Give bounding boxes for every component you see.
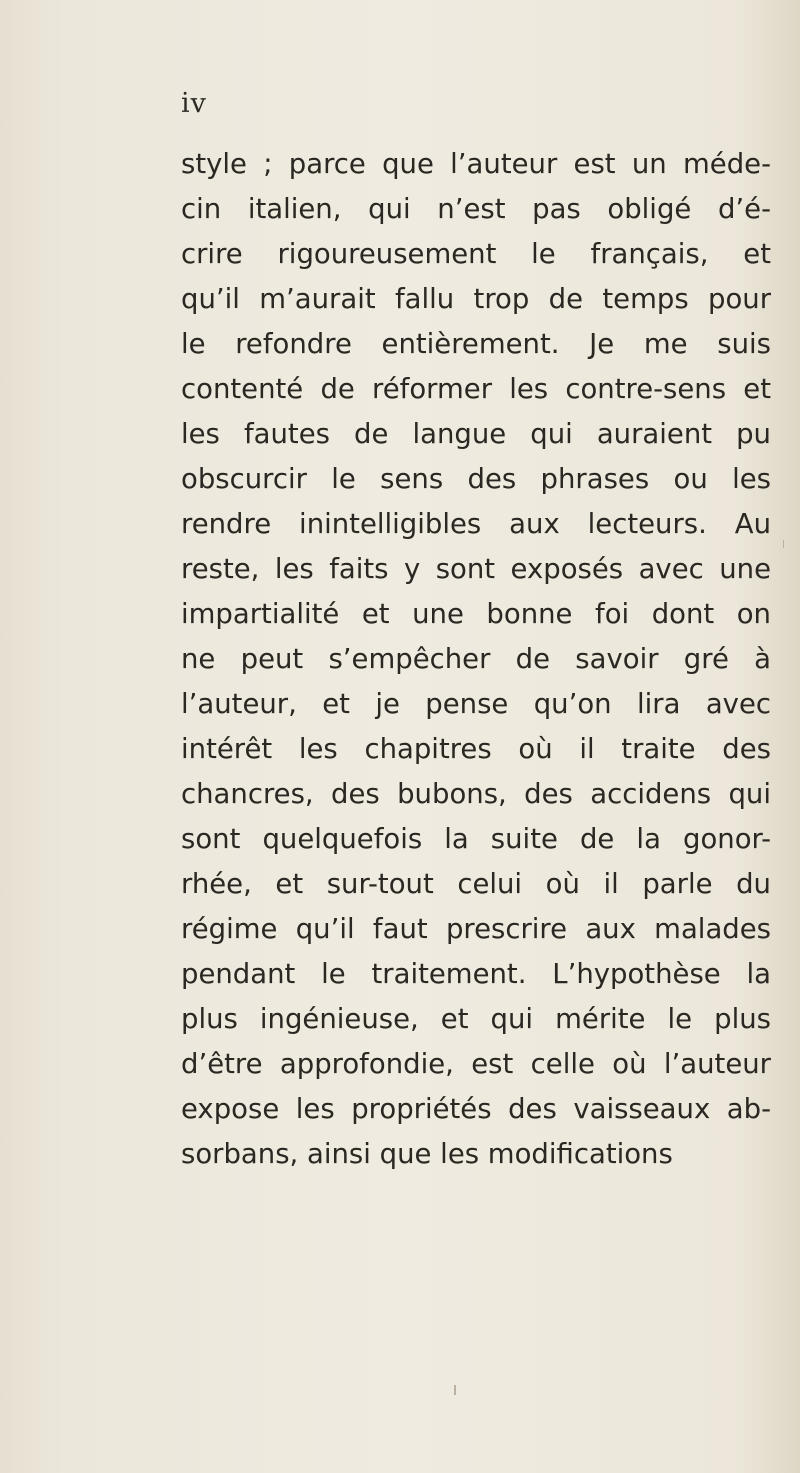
text-line: pendant le traitement. L’hypothèse la: [181, 958, 771, 990]
text-line: plus ingénieuse, et qui mérite le plus: [181, 1003, 771, 1035]
text-line: ne peut s’empêcher de savoir gré à: [181, 643, 771, 675]
text-line: reste, les faits y sont exposés avec une: [181, 553, 771, 585]
text-line: intérêt les chapitres où il traite des: [181, 733, 771, 765]
text-line: expose les propriétés des vaisseaux ab-: [181, 1093, 771, 1125]
paper-speck: [454, 1385, 456, 1395]
text-line: rhée, et sur-tout celui où il parle du: [181, 868, 771, 900]
text-line: d’être approfondie, est celle où l’auteur: [181, 1048, 771, 1080]
text-line: l’auteur, et je pense qu’on lira avec: [181, 688, 771, 720]
text-line: rendre inintelligibles aux lecteurs. Au: [181, 508, 771, 540]
text-line: crire rigoureusement le français, et: [181, 238, 771, 270]
text-line: impartialité et une bonne foi dont on: [181, 598, 771, 630]
text-line: les fautes de langue qui auraient pu: [181, 418, 771, 450]
text-line: style ; parce que l’auteur est un méde-: [181, 148, 771, 180]
text-line: sorbans, ainsi que les modifications: [181, 1138, 673, 1170]
text-line: sont quelquefois la suite de la gonor-: [181, 823, 771, 855]
paper-speck: [783, 540, 784, 548]
text-line: qu’il m’aurait fallu trop de temps pour: [181, 283, 771, 315]
body-text: [181, 142, 771, 1177]
text-line: cin italien, qui n’est pas obligé d’é-: [181, 193, 771, 225]
text-line: chancres, des bubons, des accidens qui: [181, 778, 771, 810]
text-line: contenté de réformer les contre-sens et: [181, 373, 771, 405]
text-line: obscurcir le sens des phrases ou les: [181, 463, 771, 495]
text-line: le refondre entièrement. Je me suis: [181, 328, 771, 360]
page-number: iv: [181, 88, 207, 119]
text-line: régime qu’il faut prescrire aux malades: [181, 913, 771, 945]
